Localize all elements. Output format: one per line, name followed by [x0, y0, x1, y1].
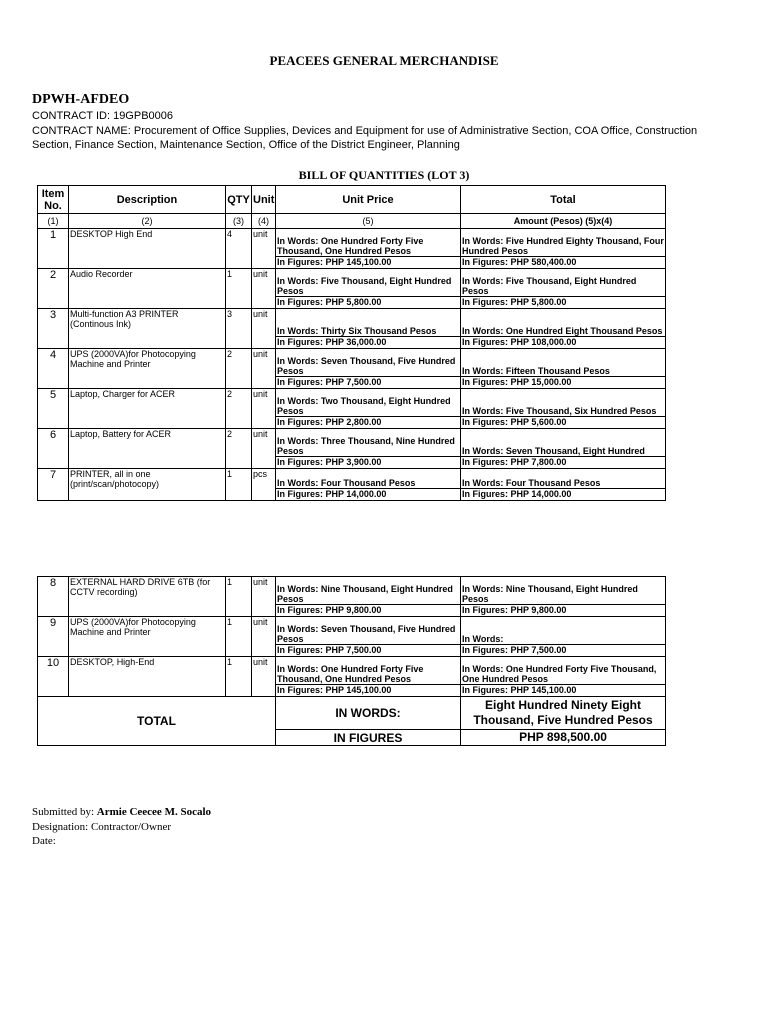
in-figures-label: IN FIGURES — [276, 730, 461, 746]
unit-price-figures: In Figures: PHP 5,800.00 — [276, 297, 461, 309]
item-number: 4 — [38, 349, 69, 389]
total-words: In Words: Five Thousand, Six Hundred Pesos — [461, 389, 666, 417]
item-description: PRINTER, all in one (print/scan/photocopy) — [69, 469, 226, 501]
total-words: In Words: One Hundred Forty Five Thousand, One Hundred Pesos — [461, 657, 666, 685]
total-figures: In Figures: PHP 9,800.00 — [461, 605, 666, 617]
col-header-description: Description — [69, 186, 226, 214]
item-number: 7 — [38, 469, 69, 501]
total-figures: In Figures: PHP 5,600.00 — [461, 417, 666, 429]
item-number: 10 — [38, 657, 69, 697]
total-figures: In Figures: PHP 7,500.00 — [461, 645, 666, 657]
in-figures-value: PHP 898,500.00 — [461, 730, 666, 746]
total-figures: In Figures: PHP 7,800.00 — [461, 457, 666, 469]
unit-price-words: In Words: Three Thousand, Nine Hundred Pesos — [276, 429, 461, 457]
unit-price-words: In Words: Five Thousand, Eight Hundred Pesos — [276, 269, 461, 297]
item-description: EXTERNAL HARD DRIVE 6TB (for CCTV recording) — [69, 577, 226, 617]
item-unit: unit — [252, 309, 276, 349]
col-header-total: Total — [461, 186, 666, 214]
unit-price-words: In Words: One Hundred Forty Five Thousand, One Hundred Pesos — [276, 657, 461, 685]
col-sub-unit: (4) — [252, 214, 276, 229]
item-unit: unit — [252, 389, 276, 429]
item-qty: 1 — [226, 469, 252, 501]
total-figures: In Figures: PHP 108,000.00 — [461, 337, 666, 349]
item-description: Audio Recorder — [69, 269, 226, 309]
contract-name: CONTRACT NAME: Procurement of Office Supplies, Devices and Equipment for use of Administrative Section, COA Office, Construction Section, Finance Section, Maintenance Section, Office of the District Engineer, Planning — [32, 125, 698, 151]
items-body-continued — [38, 577, 666, 697]
total-words: In Words: One Hundred Eight Thousand Pesos — [461, 309, 666, 337]
boq-table — [37, 185, 666, 501]
item-qty: 2 — [226, 429, 252, 469]
unit-price-words: In Words: Two Thousand, Eight Hundred Pesos — [276, 389, 461, 417]
unit-price-figures: In Figures: PHP 7,500.00 — [276, 645, 461, 657]
date-field: Date: — [32, 835, 56, 847]
item-qty: 1 — [226, 269, 252, 309]
col-header-unit-price: Unit Price — [276, 186, 461, 214]
total-label: TOTAL — [38, 697, 276, 746]
unit-price-words: In Words: Four Thousand Pesos — [276, 469, 461, 489]
item-unit: unit — [252, 617, 276, 657]
item-description: Multi-function A3 PRINTER (Continous Ink) — [69, 309, 226, 349]
total-words: In Words: Four Thousand Pesos — [461, 469, 666, 489]
total-figures: In Figures: PHP 15,000.00 — [461, 377, 666, 389]
item-qty: 2 — [226, 349, 252, 389]
item-description: DESKTOP, High-End — [69, 657, 226, 697]
col-header-unit: Unit — [252, 186, 276, 214]
in-words-value: Eight Hundred Ninety Eight Thousand, Five Hundred Pesos — [461, 697, 666, 730]
item-qty: 1 — [226, 657, 252, 697]
item-qty: 1 — [226, 617, 252, 657]
total-words: In Words: Nine Thousand, Eight Hundred Pesos — [461, 577, 666, 605]
item-unit: unit — [252, 429, 276, 469]
item-description: Laptop, Battery for ACER — [69, 429, 226, 469]
item-number: 2 — [38, 269, 69, 309]
agency-name: DPWH-AFDEO — [32, 92, 130, 107]
table-row — [38, 429, 666, 457]
items-body — [38, 229, 666, 501]
item-description: UPS (2000VA)for Photocopying Machine and Printer — [69, 349, 226, 389]
col-header-qty: QTY — [226, 186, 252, 214]
in-words-label: IN WORDS: — [276, 697, 461, 730]
item-unit: unit — [252, 349, 276, 389]
total-words: In Words: Five Hundred Eighty Thousand, Four Hundred Pesos — [461, 229, 666, 257]
unit-price-figures: In Figures: PHP 36,000.00 — [276, 337, 461, 349]
col-sub-qty: (3) — [226, 214, 252, 229]
unit-price-figures: In Figures: PHP 7,500.00 — [276, 377, 461, 389]
item-description: UPS (2000VA)for Photocopying Machine and Printer — [69, 617, 226, 657]
company-name: PEACEES GENERAL MERCHANDISE — [269, 53, 499, 68]
submitted-by — [32, 806, 211, 818]
item-unit: unit — [252, 657, 276, 697]
table-row — [38, 657, 666, 685]
col-sub-item: (1) — [38, 214, 69, 229]
table-row — [38, 309, 666, 337]
item-qty: 3 — [226, 309, 252, 349]
unit-price-words: In Words: Thirty Six Thousand Pesos — [276, 309, 461, 337]
item-unit: unit — [252, 269, 276, 309]
table-row — [38, 229, 666, 257]
unit-price-words: In Words: Seven Thousand, Five Hundred Pesos — [276, 617, 461, 645]
total-words: In Words: — [461, 617, 666, 645]
boq-title: BILL OF QUANTITIES (LOT 3) — [298, 168, 470, 182]
item-unit: pcs — [252, 469, 276, 501]
total-words: In Words: Five Thousand, Eight Hundred Pesos — [461, 269, 666, 297]
unit-price-figures: In Figures: PHP 2,800.00 — [276, 417, 461, 429]
col-sub-total: Amount (Pesos) (5)x(4) — [461, 214, 666, 229]
item-unit: unit — [252, 229, 276, 269]
col-sub-unit-price: (5) — [276, 214, 461, 229]
col-sub-description: (2) — [69, 214, 226, 229]
submitted-label: Submitted by: — [32, 806, 97, 818]
unit-price-figures: In Figures: PHP 145,100.00 — [276, 685, 461, 697]
total-figures: In Figures: PHP 580,400.00 — [461, 257, 666, 269]
total-words: In Words: Fifteen Thousand Pesos — [461, 349, 666, 377]
item-description: Laptop, Charger for ACER — [69, 389, 226, 429]
total-figures: In Figures: PHP 5,800.00 — [461, 297, 666, 309]
table-row — [38, 389, 666, 417]
unit-price-words: In Words: One Hundred Forty Five Thousand, One Hundred Pesos — [276, 229, 461, 257]
unit-price-figures: In Figures: PHP 145,100.00 — [276, 257, 461, 269]
contract-id: CONTRACT ID: 19GPB0006 — [32, 110, 174, 122]
item-unit: unit — [252, 577, 276, 617]
table-row — [38, 349, 666, 377]
submitted-name: Armie Ceecee M. Socalo — [96, 806, 212, 818]
unit-price-figures: In Figures: PHP 14,000.00 — [276, 489, 461, 501]
total-figures: In Figures: PHP 14,000.00 — [461, 489, 666, 501]
table-row — [38, 469, 666, 489]
total-figures: In Figures: PHP 145,100.00 — [461, 685, 666, 697]
designation: Designation: Contractor/Owner — [32, 821, 171, 833]
item-number: 5 — [38, 389, 69, 429]
unit-price-words: In Words: Seven Thousand, Five Hundred Pesos — [276, 349, 461, 377]
item-number: 9 — [38, 617, 69, 657]
item-number: 3 — [38, 309, 69, 349]
item-description: DESKTOP High End — [69, 229, 226, 269]
unit-price-words: In Words: Nine Thousand, Eight Hundred Pesos — [276, 577, 461, 605]
total-words: In Words: Seven Thousand, Eight Hundred — [461, 429, 666, 457]
item-qty: 1 — [226, 577, 252, 617]
item-number: 6 — [38, 429, 69, 469]
table-row — [38, 577, 666, 605]
unit-price-figures: In Figures: PHP 9,800.00 — [276, 605, 461, 617]
table-row — [38, 269, 666, 297]
item-number: 1 — [38, 229, 69, 269]
item-qty: 4 — [226, 229, 252, 269]
item-number: 8 — [38, 577, 69, 617]
boq-table-continued — [37, 576, 666, 746]
unit-price-figures: In Figures: PHP 3,900.00 — [276, 457, 461, 469]
table-row — [38, 617, 666, 645]
item-qty: 2 — [226, 389, 252, 429]
col-header-item: Item No. — [38, 186, 69, 214]
